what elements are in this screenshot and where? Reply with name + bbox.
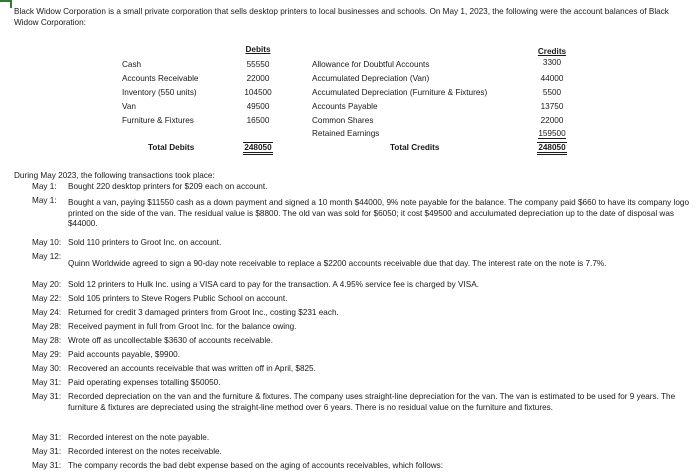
credit-account-name: Allowance for Doubtful Accounts	[312, 60, 430, 69]
credits-header: Credits	[537, 47, 567, 56]
transaction-text: Quinn Worldwide agreed to sign a 90-day note receivable to replace a $2200 accounts receivable due that day. The interest rate on the note is 7.7%.	[68, 259, 607, 268]
credit-amount: 22000	[540, 116, 564, 125]
transaction-date: May 28:	[32, 322, 62, 331]
transaction-date: May 31:	[32, 447, 62, 456]
intro-paragraph: Black Widow Corporation is a small private corporation that sells desktop printers to local businesses and schools. On May 1, 2023, the following were the account balances of Black Widow Corporation:	[14, 7, 669, 27]
credit-amount: 44000	[540, 74, 564, 83]
transaction-date: May 24:	[32, 308, 62, 317]
transaction-text: The company records the bad debt expense based on the aging of accounts receivables, which follows:	[68, 461, 444, 470]
credit-amount	[528, 129, 576, 138]
transaction-date: May 12:	[32, 252, 62, 261]
total-credits-label: Total Credits	[390, 143, 440, 152]
debit-account-name: Inventory (550 units)	[122, 88, 197, 97]
total-credits-cell	[528, 143, 576, 152]
transaction-date: May 31:	[32, 392, 62, 401]
debit-amount: 49500	[246, 102, 270, 111]
credit-account-name: Accumulated Depreciation (Van)	[312, 74, 430, 83]
credit-amount: 3300	[542, 58, 562, 67]
transaction-text: Recorded interest on the note payable.	[68, 433, 210, 442]
debit-amount: 55550	[246, 60, 270, 69]
credit-amount: 5500	[542, 88, 562, 97]
credit-amount: 13750	[540, 102, 564, 111]
debit-account-name: Van	[122, 102, 136, 111]
transaction-text: Recorded depreciation on the van and the furniture & fixtures. The company uses straight-line depreciation for the van. The van is estimated to be used for 9 years. The furniture & fixtures are depreciated using the straight-line method over 6 years. There is no residual value on the furniture and fixtures.	[68, 392, 676, 412]
transaction-date: May 1:	[32, 196, 57, 205]
transaction-text: Bought a van, paying $11550 cash as a down payment and signed a 10 month $44000, 9% note payable for the balance. The company paid $660 to have its company logo printed on the side of the van. The residual value is $8800. The old van was sold for $6050; it cost $49500 and acculumated depreciation up to the date of disposal was $44000.	[68, 198, 690, 228]
credit-account-name: Common Shares	[312, 116, 374, 125]
debit-account-name: Accounts Receivable	[122, 74, 199, 83]
debit-amount: 104500	[244, 88, 272, 97]
transaction-text: Paid operating expenses totalling $50050.	[68, 378, 221, 387]
transaction-text: Bought 220 desktop printers for $209 each on account.	[68, 182, 268, 191]
credit-account-name: Accumulated Depreciation (Furniture & Fixtures)	[312, 88, 488, 97]
credit-account-name: Accounts Payable	[312, 102, 378, 111]
credit-account-name: Retained Earnings	[312, 129, 380, 138]
transactions-heading: During May 2023, the following transactions took place:	[14, 171, 215, 180]
transaction-date: May 28:	[32, 336, 62, 345]
debit-account-name: Cash	[122, 60, 142, 69]
total-credits-amount: 248050	[537, 142, 566, 155]
transaction-date: May 20:	[32, 280, 62, 289]
transaction-date: May 10:	[32, 238, 62, 247]
trial-balance	[0, 0, 700, 160]
transaction-date: May 31:	[32, 433, 62, 442]
transaction-text: Received payment in full from Groot Inc. for the balance owing.	[68, 322, 297, 331]
transaction-date: May 31:	[32, 461, 62, 470]
transaction-date: May 29:	[32, 350, 62, 359]
total-debits-cell	[240, 143, 276, 152]
total-debits-label: Total Debits	[148, 143, 195, 152]
retained-earnings-amount: 159500	[538, 129, 566, 138]
transaction-text: Sold 12 printers to Hulk Inc. using a VISA card to pay for the transaction. A 4.95% service fee is charged by VISA.	[68, 280, 479, 289]
transaction-text: Sold 110 printers to Groot Inc. on account.	[68, 238, 222, 247]
transaction-text: Returned for credit 3 damaged printers from Groot Inc., costing $231 each.	[68, 308, 339, 317]
transaction-date: May 31:	[32, 378, 62, 387]
transaction-text: Paid accounts payable, $9900.	[68, 350, 180, 359]
debits-header: Debits	[245, 45, 271, 54]
transaction-date: May 30:	[32, 364, 62, 373]
transaction-text: Sold 105 printers to Steve Rogers Public School on account.	[68, 294, 288, 303]
transaction-text: Recovered an accounts receivable that was written off in April, $825.	[68, 364, 316, 373]
transaction-date: May 22:	[32, 294, 62, 303]
total-debits-amount: 248050	[243, 142, 272, 155]
debit-amount: 16500	[246, 116, 270, 125]
transaction-date: May 1:	[32, 182, 57, 191]
debit-amount: 22000	[246, 74, 270, 83]
transaction-text: Recorded interest on the notes receivable.	[68, 447, 222, 456]
transaction-text: Wrote off as uncollectable $3630 of accounts receivable.	[68, 336, 273, 345]
debit-account-name: Furniture & Fixtures	[122, 116, 194, 125]
